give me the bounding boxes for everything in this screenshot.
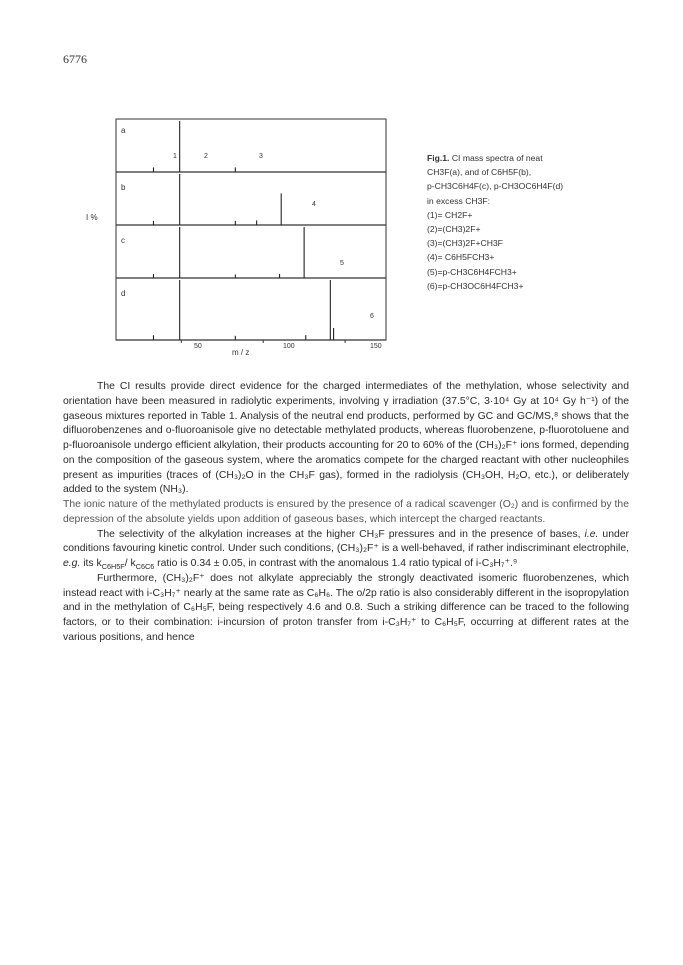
y-axis-label: I % — [86, 213, 98, 222]
p3-eg: e.g. — [63, 558, 81, 569]
peak-label-2: 2 — [204, 153, 208, 160]
p3-ie: i.e. — [584, 528, 599, 540]
panel-label-b: b — [121, 183, 126, 192]
panel-label-a: a — [121, 126, 126, 135]
caption-line-4: in excess CH3F: — [427, 195, 491, 206]
caption-fig-label: Fig.1. — [427, 153, 450, 163]
x-tick-50: 50 — [194, 343, 202, 350]
paragraph-3 — [63, 528, 629, 572]
p3-part-c: under conditions favouring kinetic control. Under such conditions, (CH₃)₂F⁺ is a well-behaved, if rather indiscriminant electrophile, — [63, 528, 629, 555]
figure-caption — [427, 151, 627, 293]
caption-ion-5: (5)=p-CH3C6H4FCH3+ — [427, 266, 517, 277]
panel-label-c: c — [121, 236, 125, 245]
peak-label-6: 6 — [370, 313, 374, 320]
paragraph-2: The ionic nature of the methylated products is ensured by the presence of a radical scavenger (O₂) and is confirmed by the depression of the absolute yields upon addition of gaseous bases, which intercept the charged reactants. — [63, 499, 629, 525]
caption-intro: CI mass spectra of neat — [451, 153, 543, 163]
panel-label-d: d — [121, 289, 126, 298]
p3-part-i: ratio is 0.34 ± 0.05, in contrast with the anomalous 1.4 ratio typical of i-C₃H₇⁺.⁹ — [154, 558, 518, 569]
page-number: 6776 — [63, 52, 87, 66]
peak-label-3: 3 — [259, 153, 263, 160]
peak-label-4: 4 — [312, 201, 316, 208]
p3-part-g: / k — [124, 558, 136, 569]
p3-part-e: its k — [80, 558, 102, 569]
panel-frames — [116, 119, 386, 340]
x-axis-label: m / z — [232, 348, 250, 357]
caption-line-2: CH3F(a), and of C6H5F(b), — [427, 167, 532, 178]
x-tick-100: 100 — [283, 343, 295, 350]
caption-ion-6: (6)=p-CH3OC6H4FCH3+ — [427, 280, 524, 291]
caption-line-3: p-CH3C6H4F(c), p-CH3OC6H4F(d) — [427, 181, 564, 192]
caption-ion-3: (3)=(CH3)2F+CH3F — [427, 238, 503, 249]
paragraph-1: The CI results provide direct evidence for the charged intermediates of the methylation, whose selectivity and orientation have been measured in radiolytic experiments, involving γ irradiation (37.5°C, 3·10⁴ Gy at 10⁴ Gy h⁻¹) of the gaseous mixtures reported in Table 1. Analysis of the neutral end products, performed by GC and GC/MS,⁸ shows that the difluorobenzenes and o-fluoroanisole give no detectable methylated products, whereas fluorobenzene, p-fluorotoluene and p-fluoroanisole undergo efficient alkylation, their products accounting for 20 to 60% of the (CH₃)₂F⁺ ions formed, depending on the composition of the gaseous system, where the aromatics compete for the charged reactant with other nucleophiles present as impurities (traces of (CH₃)₂O in the CH₃F gas), formed in the radiolysis (CH₃OH, H₂O, etc.), or deliberately added to the system (NH₃). — [63, 381, 629, 496]
paragraph-4: Furthermore, (CH₃)₂F⁺ does not alkylate appreciably the strongly deactivated isomeric fluorobenzenes, which instead react with i-C₃H₇⁺ nearly at the same rate as C₆H₆. The o/2p ratio is also considerably different in the isopropylation and in the methylation of C₆H₅F, being respectively 4.6 and 0.8. Such a striking difference can be traced to the following factors, or to their combination: i-incursion of proton transfer from i-C₃H₇⁺ to C₆H₅F, occurring at different rates at the various positions, and hence — [63, 572, 629, 643]
figure-frame — [116, 119, 386, 340]
spectrum-labels — [86, 126, 382, 357]
body-text — [63, 380, 629, 646]
caption-ion-2: (2)=(CH3)2F+ — [427, 224, 481, 235]
peak-label-1: 1 — [173, 153, 177, 160]
p3-sub-2: C6C6 — [135, 562, 155, 572]
caption-ion-4: (4)= C6H5FCH3+ — [427, 252, 495, 263]
caption-line-1 — [427, 151, 627, 165]
caption-ion-1: (1)= CH2F+ — [427, 209, 473, 220]
p3-sub-1: C6H5F — [101, 562, 125, 572]
spectrum-peaks — [153, 121, 345, 343]
p3-part-a: The selectivity of the alkylation increases at the higher CH₃F pressures and in the presence of bases, — [97, 528, 585, 540]
x-tick-150: 150 — [370, 343, 382, 350]
peak-label-5: 5 — [340, 260, 344, 267]
